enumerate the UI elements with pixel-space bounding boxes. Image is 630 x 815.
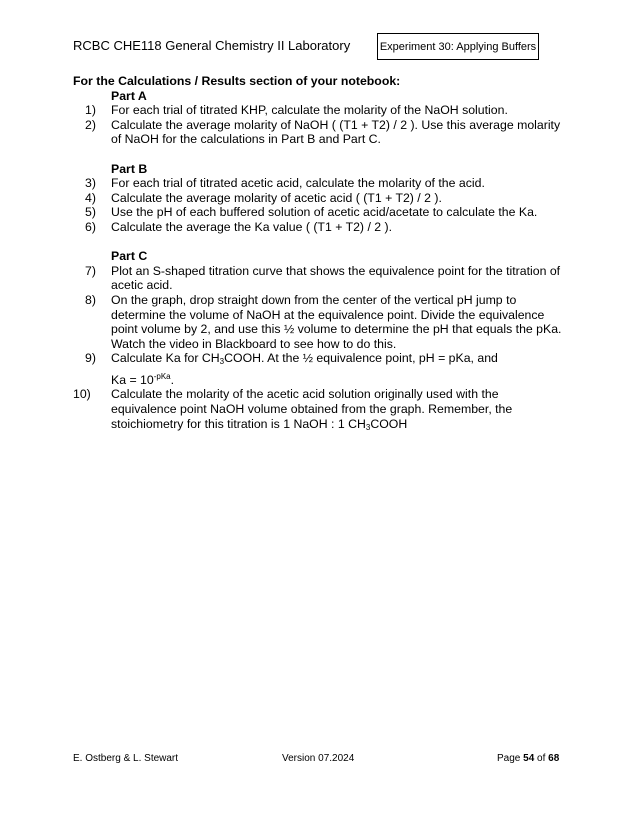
footer-version: Version 07.2024 [282, 753, 355, 764]
item-text: Calculate the average molarity of acetic acid ( (T1 + T2) / 2 ). [111, 190, 442, 205]
item-text: Calculate the average the Ka value ( (T1 + T2) / 2 ). [111, 219, 393, 234]
item-text: Calculate Ka for $CH_3COOH$. At the ½ equivalence point, pH = pKa, and $Ka = 10^{-pKa}$. [111, 351, 498, 387]
item-text: For each trial of titrated KHP, calculate the molarity of the NaOH solution. [111, 103, 508, 118]
list-item [73, 220, 563, 235]
list-item [73, 191, 563, 206]
item-number: 9) [85, 351, 96, 366]
part-c-title: Part C [111, 249, 148, 264]
list-item [73, 387, 563, 435]
item-number: 4) [85, 190, 96, 205]
item-number: 5) [85, 205, 96, 220]
item-text: Plot an S-shaped titration curve that shows the equivalence point for the titration of acetic acid. [111, 263, 561, 293]
list-item [73, 103, 563, 118]
list-item [73, 293, 563, 351]
content [73, 74, 563, 435]
item-number: 7) [85, 263, 96, 278]
part-b-title: Part B [111, 161, 148, 176]
item-number: 3) [85, 176, 96, 191]
list-item [73, 205, 563, 220]
list-item [73, 118, 563, 147]
course-title: RCBC CHE118 General Chemistry II Laboratory [73, 38, 351, 53]
list-item [73, 351, 563, 387]
item-text: For each trial of titrated acetic acid, calculate the molarity of the acid. [111, 176, 485, 191]
list-item [73, 264, 563, 293]
item-number: 1) [85, 103, 96, 118]
item-number: 6) [85, 219, 96, 234]
footer-authors: E. Ostberg & L. Stewart [73, 753, 179, 764]
item-text: Calculate the molarity of the acetic acid solution originally used with the equivalence point NaOH volume obtained from the graph. Remember, the stoichiometry for this titration is 1 NaOH : 1 $CH_3COOH$ [111, 387, 513, 432]
footer-page: Page 54 of 68 [497, 753, 560, 764]
item-number: 8) [85, 292, 96, 307]
item-text: Use the pH of each buffered solution of acetic acid/acetate to calculate the Ka. [111, 205, 538, 220]
item-number: 2) [85, 117, 96, 132]
item-text: On the graph, drop straight down from the center of the vertical pH jump to determine the volume of NaOH at the equivalence point. Divide the equivalence point volume by 2, and use this ½ volume to determine the pH that equals the pKa. Watch the video in Blackboard to see how to do this. [111, 292, 562, 351]
item-number: 10) [73, 387, 91, 402]
item-text: Calculate the average molarity of NaOH ( (T1 + T2) / 2 ). Use this average molarity of NaOH for the calculations in Part B and Part C. [111, 117, 561, 147]
experiment-box: Experiment 30: Applying Buffers [377, 33, 539, 60]
section-heading: For the Calculations / Results section of your notebook: [73, 74, 401, 88]
list-item [73, 176, 563, 191]
part-a-title: Part A [111, 88, 147, 103]
